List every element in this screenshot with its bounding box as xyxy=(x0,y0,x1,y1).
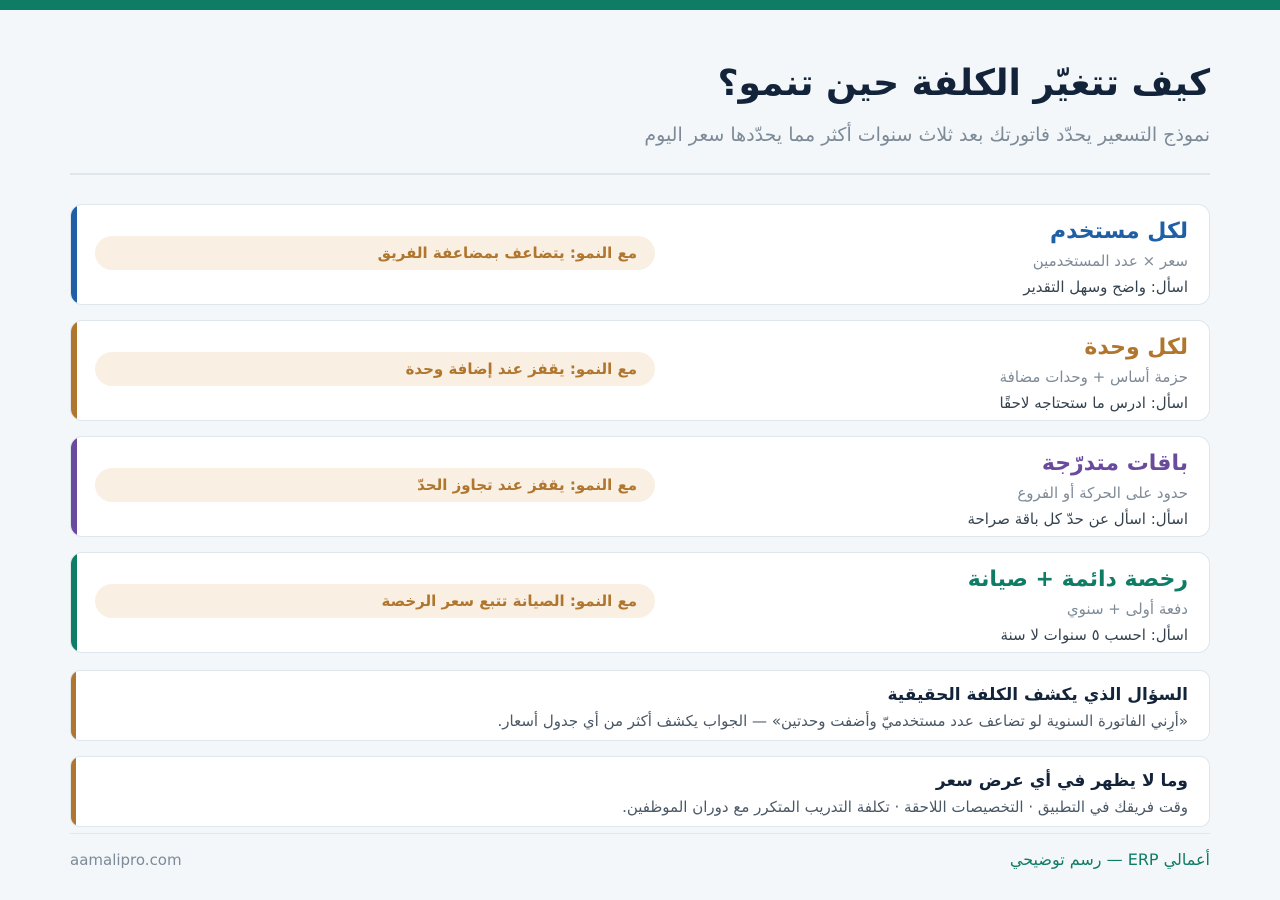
page-title: كيف تتغيّر الكلفة حين تنمو؟ xyxy=(717,63,1210,104)
model-formula: حدود على الحركة أو الفروع xyxy=(1017,484,1188,502)
model-card-per-user xyxy=(70,204,1210,305)
note-text xyxy=(108,683,1188,732)
growth-pill: مع النمو: يقفز عند تجاوز الحدّ xyxy=(95,468,655,502)
note-accent-bar xyxy=(71,671,76,740)
page-subtitle: نموذج التسعير يحدّد فاتورتك بعد ثلاث سنوات أكثر مما يحدّدها سعر اليوم xyxy=(644,124,1210,146)
top-accent-bar xyxy=(0,0,1280,10)
note-body: وقت فريقك في التطبيق · التخصيصات اللاحقة · تكلفة التدريب المتكرر مع دوران الموظفين. xyxy=(622,798,1188,816)
growth-pill: مع النمو: يقفز عند إضافة وحدة xyxy=(95,352,655,386)
model-text xyxy=(688,333,1188,414)
header-divider xyxy=(70,173,1210,175)
footer-divider xyxy=(70,833,1210,834)
note-accent-bar xyxy=(71,757,76,826)
model-card-tiered xyxy=(70,436,1210,537)
note-title: وما لا يظهر في أي عرض سعر xyxy=(935,771,1188,791)
header xyxy=(70,60,1210,148)
note-card-real-cost xyxy=(70,670,1210,741)
model-accent-bar xyxy=(71,437,77,536)
note-card-hidden-costs xyxy=(70,756,1210,827)
model-text xyxy=(688,565,1188,646)
model-ask: اسأل: اسأل عن حدّ كل باقة صراحة xyxy=(967,510,1188,528)
pricing-models-list xyxy=(70,204,1210,668)
model-ask: اسأل: واضح وسهل التقدير xyxy=(1023,278,1188,296)
footer-site-link[interactable]: aamalipro.com xyxy=(70,851,182,869)
model-ask: اسأل: احسب ٥ سنوات لا سنة xyxy=(1000,626,1188,644)
model-name: رخصة دائمة + صيانة xyxy=(967,567,1188,592)
model-card-per-module xyxy=(70,320,1210,421)
note-text xyxy=(108,769,1188,818)
model-accent-bar xyxy=(71,205,77,304)
footer-brand: أعمالي ERP — رسم توضيحي xyxy=(1009,850,1210,869)
model-name: لكل مستخدم xyxy=(1049,219,1188,244)
note-title: السؤال الذي يكشف الكلفة الحقيقية xyxy=(887,685,1188,705)
model-formula: سعر × عدد المستخدمين xyxy=(1032,252,1188,270)
model-ask: اسأل: ادرس ما ستحتاجه لاحقًا xyxy=(999,394,1188,412)
model-text xyxy=(688,449,1188,530)
model-accent-bar xyxy=(71,553,77,652)
note-body: «أرِني الفاتورة السنوية لو تضاعف عدد مستخدميّ وأضفت وحدتين» — الجواب يكشف أكثر من أي جدول أسعار. xyxy=(497,712,1188,730)
model-formula: حزمة أساس + وحدات مضافة xyxy=(999,368,1188,386)
model-name: لكل وحدة xyxy=(1084,335,1188,360)
notes-list xyxy=(70,670,1210,842)
model-formula: دفعة أولى + سنوي xyxy=(1066,600,1188,618)
model-accent-bar xyxy=(71,321,77,420)
model-card-perpetual xyxy=(70,552,1210,653)
model-name: باقات متدرّجة xyxy=(1041,451,1188,476)
growth-pill: مع النمو: الصيانة تتبع سعر الرخصة xyxy=(95,584,655,618)
growth-pill: مع النمو: يتضاعف بمضاعفة الفريق xyxy=(95,236,655,270)
model-text xyxy=(688,217,1188,298)
